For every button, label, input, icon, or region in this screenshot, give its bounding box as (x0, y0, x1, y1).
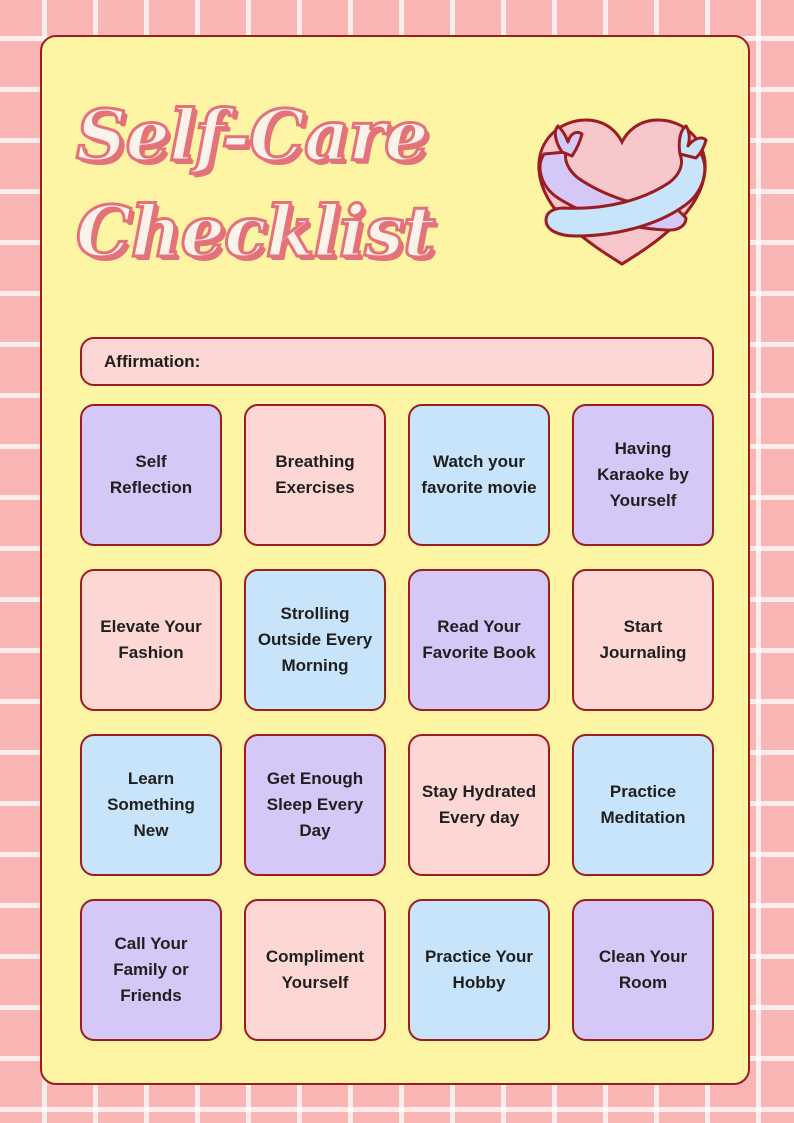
checklist-item-label: Practice Meditation (600, 782, 686, 827)
checklist-item-label: Having Karaoke by Yourself (597, 439, 689, 510)
title-line-2: Checklist (76, 190, 435, 273)
checklist-item-label: Watch your favorite movie (421, 452, 537, 497)
checklist-item-label: Read Your Favorite Book (422, 617, 536, 662)
checklist-item-label: Call Your Family or Friends (113, 934, 189, 1005)
checklist-item-label: Compliment Yourself (265, 947, 365, 992)
checklist-item[interactable] (80, 734, 222, 876)
checklist-item[interactable] (80, 404, 222, 546)
checklist-item[interactable] (244, 569, 386, 711)
checklist-item[interactable] (572, 569, 714, 711)
checklist-item[interactable] (572, 734, 714, 876)
checklist-item-label: Self Reflection (109, 452, 193, 497)
checklist-item[interactable] (408, 899, 550, 1041)
checklist-item-label: Strolling Outside Every Morning (257, 604, 373, 675)
checklist-item[interactable] (408, 569, 550, 711)
checklist-item-label: Breathing Exercises (275, 452, 355, 497)
checklist-item-label: Elevate Your Fashion (100, 617, 202, 662)
checklist-item-label: Get Enough Sleep Every Day (266, 769, 364, 840)
checklist-item[interactable] (408, 734, 550, 876)
checklist-item[interactable] (244, 734, 386, 876)
checklist-item-label: Clean Your Room (598, 947, 688, 992)
checklist-item[interactable] (244, 404, 386, 546)
affirmation-field[interactable] (80, 337, 714, 386)
checklist-item[interactable] (80, 899, 222, 1041)
title-line-1: Self-Care (76, 94, 428, 177)
checklist-item-label: Practice Your Hobby (424, 947, 534, 992)
checklist-item[interactable] (80, 569, 222, 711)
checklist-item[interactable] (244, 899, 386, 1041)
checklist-item-label: Learn Something New (107, 769, 195, 840)
checklist-grid (80, 404, 714, 1042)
page-title (76, 88, 526, 280)
checklist-item-label: Stay Hydrated Every day (421, 782, 537, 827)
checklist-item[interactable] (408, 404, 550, 546)
checklist-item[interactable] (572, 899, 714, 1041)
checklist-item-label: Start Journaling (599, 617, 687, 662)
checklist-item[interactable] (572, 404, 714, 546)
affirmation-label: Affirmation: (104, 351, 201, 371)
self-hug-heart-icon (528, 112, 716, 274)
